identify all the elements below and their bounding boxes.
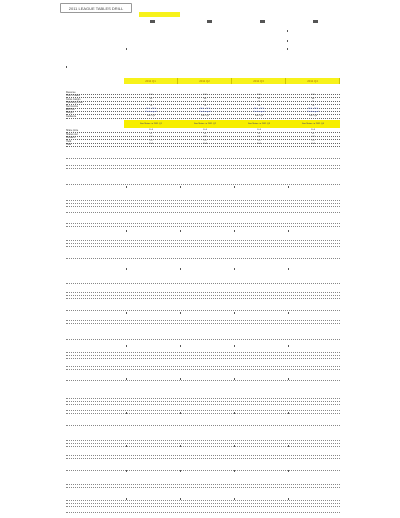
row-divider [66,455,340,456]
summary-cell: 100 [311,94,315,97]
detail-cell: 10.5 [310,129,316,131]
summary-cell: 80 [203,97,207,100]
row-divider [66,443,340,444]
row-divider [66,223,340,224]
detail-cell: 1.1 [311,132,315,135]
marker [288,312,289,314]
marker [126,186,127,188]
summary-cell: 100 [149,94,153,97]
row-divider [66,355,340,356]
marker [126,230,127,232]
highlight-cell: See Notes: in 2011 Q1 [140,123,162,125]
summary-cell: 2011 Q4 [308,114,318,117]
column-header: 2011 Q1 [124,78,178,84]
marker [180,498,181,500]
row-divider [66,320,340,321]
row-divider [66,369,340,370]
summary-cell: 2011 Q3 [254,114,264,117]
column-header: 2011 Q4 [286,78,340,84]
row-divider [66,240,340,241]
row-divider [66,404,340,405]
marker [126,345,127,347]
marker [234,268,235,270]
row-divider [66,352,340,353]
row-divider [66,226,340,227]
summary-cell: Unchanged [307,111,319,114]
row-divider [66,487,340,488]
detail-cell: 0.2 [257,136,261,139]
detail-cell: 2.5 [311,139,315,142]
marker [288,445,289,447]
row-divider [66,258,340,259]
summary-cell: 100 [257,94,261,97]
detail-cell: 14.3 [310,143,316,146]
summary-cell: 80 [257,97,261,100]
detail-cell: 10.5 [148,129,154,131]
summary-cell: 10.0 - 12.0 [307,108,319,110]
detail-row-label: Share price [66,129,79,132]
row-divider [66,200,340,201]
summary-row-label: Net income [66,104,79,108]
row-divider [66,168,340,169]
marker [287,30,288,32]
marker [288,412,289,414]
detail-cell: 0.2 [311,136,315,139]
marker [288,186,289,188]
summary-cell: 10.0 - 12.0 [145,108,157,110]
marker [234,345,235,347]
summary-row-label: Gross margin [66,97,81,101]
row-divider [66,206,340,207]
marker [288,470,289,472]
marker [288,378,289,380]
marker [288,268,289,270]
highlight-cell: See Notes: in 2011 Q3 [248,123,270,125]
header-mark [260,20,265,23]
marker [126,498,127,500]
marker [180,445,181,447]
row-divider [66,298,340,299]
detail-cell: 1.1 [203,132,207,135]
column-header: 2011 Q3 [232,78,286,84]
marker [180,268,181,270]
marker [234,412,235,414]
row-divider [66,512,340,513]
detail-row-label: Total [66,143,72,147]
summary-row-label: Margin [66,111,74,115]
row-divider [66,398,340,399]
row-divider [66,413,340,414]
row-divider [66,500,340,501]
marker [180,378,181,380]
row-divider [66,339,340,340]
marker [288,230,289,232]
row-divider [66,203,340,204]
detail-cell: 14.3 [202,143,208,146]
row-divider [66,184,340,185]
marker [287,40,288,42]
summary-cell: 75 [311,101,315,104]
marker [180,345,181,347]
row-divider [66,283,340,284]
marker [180,412,181,414]
marker [126,470,127,472]
row-divider [66,401,340,402]
detail-cell: 2.5 [203,139,207,142]
marker [126,445,127,447]
summary-cell: 100 [203,94,207,97]
detail-row-label: Dividend [66,136,76,140]
summary-cell: 2011 Q1 [146,114,156,117]
detail-cell: 10.5 [256,129,262,131]
row-divider [66,310,340,311]
summary-row-label: Revenue [66,91,76,94]
detail-cell: 14.3 [148,143,154,146]
summary-cell: 75 [257,101,261,104]
row-divider [66,503,340,504]
marker [180,230,181,232]
row-divider [66,358,340,359]
summary-cell: 70 [311,104,315,107]
summary-cell: 70 [257,104,261,107]
summary-cell: 80 [149,97,153,100]
summary-cell: 75 [149,101,153,104]
detail-cell: 10.5 [202,129,208,131]
marker [234,445,235,447]
header-mark [207,20,212,23]
row-divider [66,246,340,247]
detail-row-label: Shares out [66,132,78,136]
row-divider [66,380,340,381]
summary-cell: 2011 Q2 [200,114,210,117]
marker [288,498,289,500]
summary-cell: 10.0 - 12.0 [199,108,211,110]
marker [234,378,235,380]
row-divider [66,440,340,441]
row-divider [66,118,340,119]
detail-cell: 0.2 [149,136,153,139]
summary-cell: 70 [149,104,153,107]
row-divider [66,410,340,411]
detail-cell: 1.1 [149,132,153,135]
row-divider [66,458,340,459]
row-divider [66,243,340,244]
row-divider [66,292,340,293]
highlight-cell: See Notes: in 2011 Q4 [302,123,324,125]
marker [126,378,127,380]
sheet-tab[interactable]: 2011 LEAGUE TABLES DRILL [60,3,132,13]
summary-row-label: EBITDA [66,108,75,111]
marker [234,470,235,472]
summary-cell: 75 [203,101,207,104]
marker [234,230,235,232]
summary-cell: Unchanged [199,111,211,114]
row-divider [66,295,340,296]
detail-cell: 2.5 [257,139,261,142]
detail-cell: 0.2 [203,136,207,139]
row-divider [66,506,340,507]
row-divider [66,366,340,367]
marker [66,66,67,68]
header-mark [313,20,318,23]
row-divider [66,484,340,485]
summary-cell: Unchanged [253,111,265,114]
detail-row-label: Yield [66,139,72,143]
marker [126,412,127,414]
row-divider [66,323,340,324]
detail-cell: 1.1 [257,132,261,135]
summary-cell: 10.0 - 12.0 [253,108,265,110]
row-divider [66,446,340,447]
marker [180,470,181,472]
summary-cell: 70 [203,104,207,107]
marker [234,186,235,188]
marker [287,48,288,50]
summary-row-label: Guidance [66,114,77,118]
marker [180,186,181,188]
row-divider [66,165,340,166]
highlight-marker [139,12,180,17]
highlight-cell: See Notes: in 2011 Q2 [194,123,216,125]
row-divider [66,146,340,147]
marker [234,312,235,314]
marker [288,345,289,347]
detail-cell: 14.3 [256,143,262,146]
row-divider [66,470,340,471]
marker [234,498,235,500]
row-divider [66,425,340,426]
detail-cell: 2.5 [149,139,153,142]
marker [180,312,181,314]
summary-row-label: Operating costs [66,101,83,105]
summary-cell: 80 [311,97,315,100]
header-mark [150,20,155,23]
row-divider [66,212,340,213]
marker [126,268,127,270]
summary-row-label: Cost of sales [66,94,80,98]
marker [126,48,127,50]
marker [126,312,127,314]
column-header: 2011 Q2 [178,78,232,84]
row-divider [66,158,340,159]
summary-cell: Unchanged [145,111,157,114]
